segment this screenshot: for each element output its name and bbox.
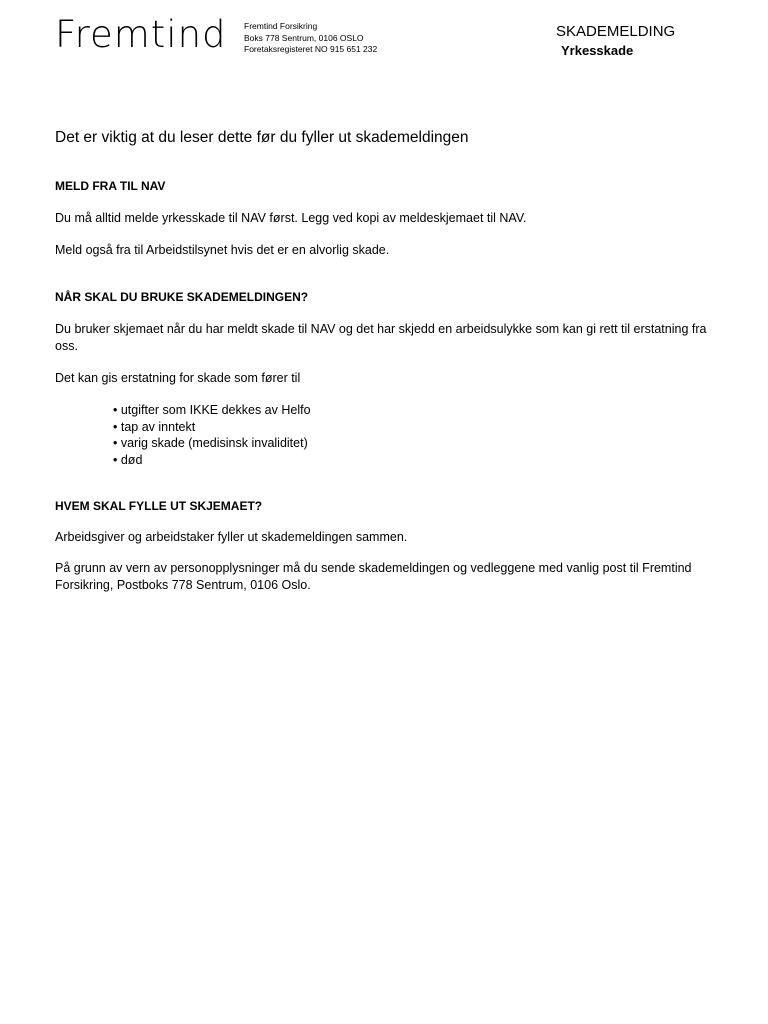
document-subtitle: Yrkesskade bbox=[561, 43, 634, 58]
paragraph: På grunn av vern av personopplysninger må du sende skademeldingen og vedleggene med vanlig post til Fremtind Forsikring, Postboks 778 Sentrum, 0106 Oslo. bbox=[55, 561, 692, 592]
company-logo: Fremtind bbox=[55, 13, 227, 56]
company-registry: Foretaksregisteret NO 915 651 232 bbox=[244, 44, 378, 54]
paragraph: Det kan gis erstatning for skade som fører til bbox=[55, 371, 301, 385]
company-name: Fremtind Forsikring bbox=[244, 21, 318, 31]
paragraph: Arbeidsgiver og arbeidstaker fyller ut skademeldingen sammen. bbox=[55, 530, 408, 544]
company-info bbox=[244, 21, 377, 56]
company-address: Boks 778 Sentrum, 0106 OSLO bbox=[244, 32, 364, 43]
list-item: • tap av inntekt bbox=[113, 419, 311, 436]
intro-heading: Det er viktig at du leser dette før du fyller ut skademeldingen bbox=[55, 129, 469, 146]
list-item: • utgifter som IKKE dekkes av Helfo bbox=[113, 402, 311, 419]
paragraph: Du må alltid melde yrkesskade til NAV først. Legg ved kopi av meldeskjemaet til NAV. bbox=[55, 211, 527, 225]
list-item: • død bbox=[113, 452, 311, 469]
section-heading-nav: MELD FRA TIL NAV bbox=[55, 179, 166, 193]
list-item: • varig skade (medisinsk invaliditet) bbox=[113, 435, 311, 452]
paragraph: Meld også fra til Arbeidstilsynet hvis det er en alvorlig skade. bbox=[55, 243, 390, 257]
compensation-list bbox=[113, 402, 311, 468]
section-heading-when: NÅR SKAL DU BRUKE SKADEMELDINGEN? bbox=[55, 290, 309, 304]
section-heading-who: HVEM SKAL FYLLE UT SKJEMAET? bbox=[55, 499, 263, 513]
document-title: SKADEMELDING bbox=[556, 23, 676, 40]
paragraph: Du bruker skjemaet når du har meldt skade til NAV og det har skjedd en arbeidsulykke som kan gi rett til erstatning fra oss. bbox=[55, 322, 707, 353]
